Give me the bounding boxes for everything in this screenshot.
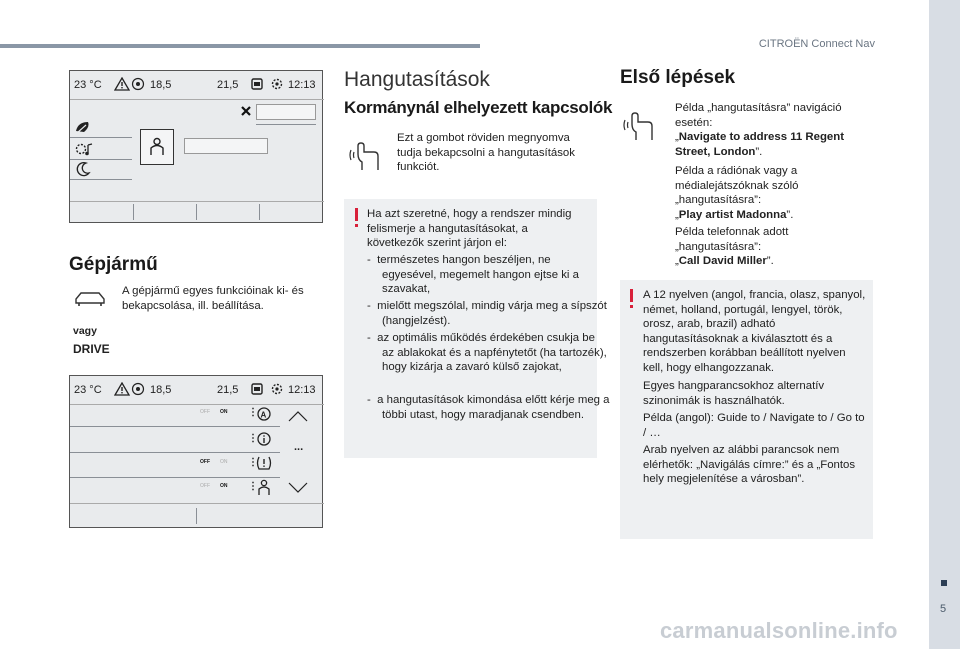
tip-item: - a hangutasítások kimondása előtt kérje meg a többi utast, hogy maradjanak csendben. [367,394,610,421]
more-dots-icon[interactable]: ⋮ [248,407,258,418]
quote-open: „ [675,131,679,143]
language-note-text: A 12 nyelven (angol, francia, olasz, spanyol, német, holland, portugál, lengyel, török, orosz, arab, brazil) adható hangutasításoknak a kiválasztott és a rendszerben korábban beállított nyelven kell, hogy elhangozzanak. [643,289,866,374]
quote-close: ”. [766,255,774,267]
quote-close: ”. [755,145,763,158]
status-bar [70,376,322,404]
value-2: 21,5 [217,384,239,396]
divider [196,508,197,524]
field-box[interactable] [256,124,316,125]
divider [196,204,197,220]
divider [70,179,132,180]
more-dots-icon[interactable]: ⋮ [248,481,258,492]
divider [70,159,132,160]
location-icon [131,77,145,91]
toggle-switch[interactable] [196,480,240,492]
media-example-label: Példa a rádiónak vagy a médialejátszóknak szóló „hangutasításra”: [675,165,799,207]
divider [70,426,280,427]
settings-icon [270,77,284,91]
divider [133,204,134,220]
voice-commands-title: Hangutasítások [344,68,490,91]
section-title-vehicle: Gépjármű [69,254,158,275]
driver-profile-button[interactable] [140,129,174,165]
more-dots-icon[interactable]: ⋮ [248,433,258,444]
warning-icon [114,77,130,91]
divider [70,452,280,453]
close-icon[interactable] [240,105,252,117]
toggle-on: ON [220,459,228,465]
language-note-arabic: Arab nyelven az alábbi parancsok nem elérhetők: „Navigálás címre:” és a „Fontos hely megjelenítése a városban”. [643,444,856,486]
more-dots-icon[interactable]: ⋮ [248,457,258,468]
tips-intro: Ha azt szeretné, hogy a rendszer mindig felismerje a hangutasításokat, a következők szerint járjon el: [367,208,572,250]
chevron-up-icon[interactable] [288,410,308,422]
ellipsis: ... [294,441,304,453]
value-1: 18,5 [150,79,172,91]
steering-controls-subtitle: Kormánynál elhelyezett kapcsolók [344,98,613,117]
page-side-tab [929,0,960,649]
tip-item: - az optimális működés érdekében csukja be az ablakokat és a napfénytetőt (ha tartozék), hogy kizárja a zavaró külső zajokat, [367,332,607,374]
brand-label: CITROËN Connect Nav [758,38,875,50]
phone-command: Call David Miller [678,255,767,267]
media-command: Play artist Madonna [678,209,787,221]
location-icon [131,382,145,396]
watermark: carmanualsonline.info [660,618,898,643]
nav-example-label: Példa „hangutasításra” navigáció esetén: [675,102,842,129]
page-marker [941,580,947,586]
divider [259,204,260,220]
settings-music-icon[interactable] [74,141,94,157]
tip-item: - mielőtt megszólal, mindig várja meg a sípszót (hangjelzést). [367,300,607,327]
driver-attention-icon[interactable] [256,479,272,497]
tip-item: - természetes hangon beszéljen, ne egyesével, megemelt hangon ejtse ki a szavakat, [367,254,579,296]
car-leaf-icon[interactable] [74,119,92,135]
media-example-command [675,208,865,223]
voice-button-description: Ezt a gombot röviden megnyomva tudja bekapcsolni a hangutasítások funkciót. [397,132,575,174]
chevron-down-icon[interactable] [288,482,308,494]
tyre-warning-icon[interactable] [255,455,273,471]
toggle-off: OFF [200,459,210,465]
voice-button-icon [348,140,382,172]
status-bar [70,71,322,99]
header-rule [0,44,480,48]
driver-icon [149,137,165,157]
clock: 12:13 [288,384,316,396]
toggle-on: ON [220,483,228,489]
toggle-switch[interactable] [196,406,240,418]
divider [70,404,324,405]
field-box[interactable] [256,104,316,120]
value-1: 18,5 [150,384,172,396]
clock: 12:13 [288,79,316,91]
first-steps-title: Első lépések [620,67,736,88]
warning-mark [355,208,358,221]
nav-example-command [675,130,865,159]
divider [70,503,324,504]
page-number: 5 [940,603,947,615]
divider [70,477,280,478]
lane-assist-icon[interactable] [256,406,272,422]
divider [70,137,132,138]
temperature-label: 23 °C [74,384,102,396]
voice-button-icon [622,110,656,142]
quote-close: ”. [786,209,794,221]
drive-label: DRIVE [73,342,110,356]
phone-example-label: Példa telefonnak adott „hangutasításra”: [675,226,789,253]
or-label: vagy [73,325,97,337]
svg-text:A: A [260,410,267,420]
temperature-label: 23 °C [74,79,102,91]
settings-icon [270,382,284,396]
toggle-on: ON [220,409,228,415]
language-note-example: Példa (angol): Guide to / Navigate to / Go to / … [643,412,865,439]
nav-command: Navigate to address 11 Regent Street, London [675,131,845,158]
phone-example-command [675,254,865,269]
phone-icon [250,77,264,91]
night-mode-icon[interactable] [75,161,91,177]
vehicle-screen-1 [69,70,323,223]
phone-icon [250,382,264,396]
warning-mark [630,289,633,302]
quote-open: „ [675,255,679,267]
toggle-switch[interactable] [196,456,240,468]
quote-open: „ [675,209,679,221]
vehicle-description: A gépjármű egyes funkcióinak ki- és bekapcsolása, ill. beállítása. [122,285,304,312]
vehicle-screen-2 [69,375,323,528]
divider [70,99,324,100]
value-2: 21,5 [217,79,239,91]
field-box[interactable] [184,138,268,154]
toggle-off: OFF [200,409,210,415]
language-note-synonyms: Egyes hangparancsokhoz alternatív szinonimák is használhatók. [643,380,825,407]
divider [70,201,324,202]
toggle-off: OFF [200,483,210,489]
car-icon [73,288,107,310]
info-icon[interactable] [256,431,272,447]
warning-icon [114,382,130,396]
